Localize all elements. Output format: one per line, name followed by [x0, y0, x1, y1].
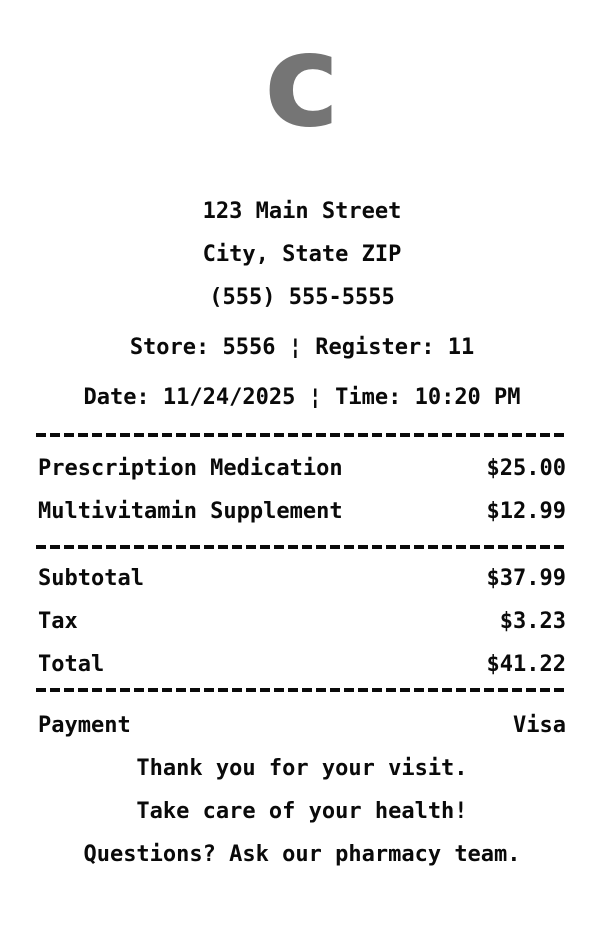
total-label: Total	[38, 652, 105, 677]
payment-method: Visa	[513, 713, 566, 738]
address-phone: (555) 555-5555	[209, 285, 395, 310]
total-row	[0, 643, 604, 686]
item-price: $25.00	[486, 456, 566, 481]
dashed-divider	[36, 688, 568, 692]
line-items	[0, 447, 604, 533]
payment-row	[0, 704, 604, 747]
subtotal-row	[0, 557, 604, 600]
subtotal-value: $37.99	[486, 566, 566, 591]
footer-questions: Questions? Ask our pharmacy team.	[83, 842, 521, 867]
store-address-block	[0, 190, 604, 319]
address-street: 123 Main Street	[202, 199, 402, 224]
store-register-line: Store: 5556 ¦ Register: 11	[129, 335, 475, 360]
tax-row	[0, 600, 604, 643]
tax-value: $3.23	[499, 609, 566, 634]
item-row	[0, 490, 604, 533]
total-value: $41.22	[486, 652, 566, 677]
payment-label: Payment	[38, 713, 131, 738]
totals-section	[0, 557, 604, 686]
item-row	[0, 447, 604, 490]
pharmacy-logo: c	[264, 7, 340, 156]
footer-thank-you: Thank you for your visit.	[136, 756, 468, 781]
item-price: $12.99	[486, 499, 566, 524]
dashed-divider	[36, 545, 568, 549]
date-time-line: Date: 11/24/2025 ¦ Time: 10:20 PM	[83, 385, 521, 410]
subtotal-label: Subtotal	[38, 566, 144, 591]
dashed-divider	[36, 433, 568, 437]
item-name: Prescription Medication	[38, 456, 343, 481]
footer-health: Take care of your health!	[136, 799, 468, 824]
address-city-state-zip: City, State ZIP	[202, 242, 402, 267]
item-name: Multivitamin Supplement	[38, 499, 343, 524]
tax-label: Tax	[38, 609, 78, 634]
footer-messages	[0, 747, 604, 876]
